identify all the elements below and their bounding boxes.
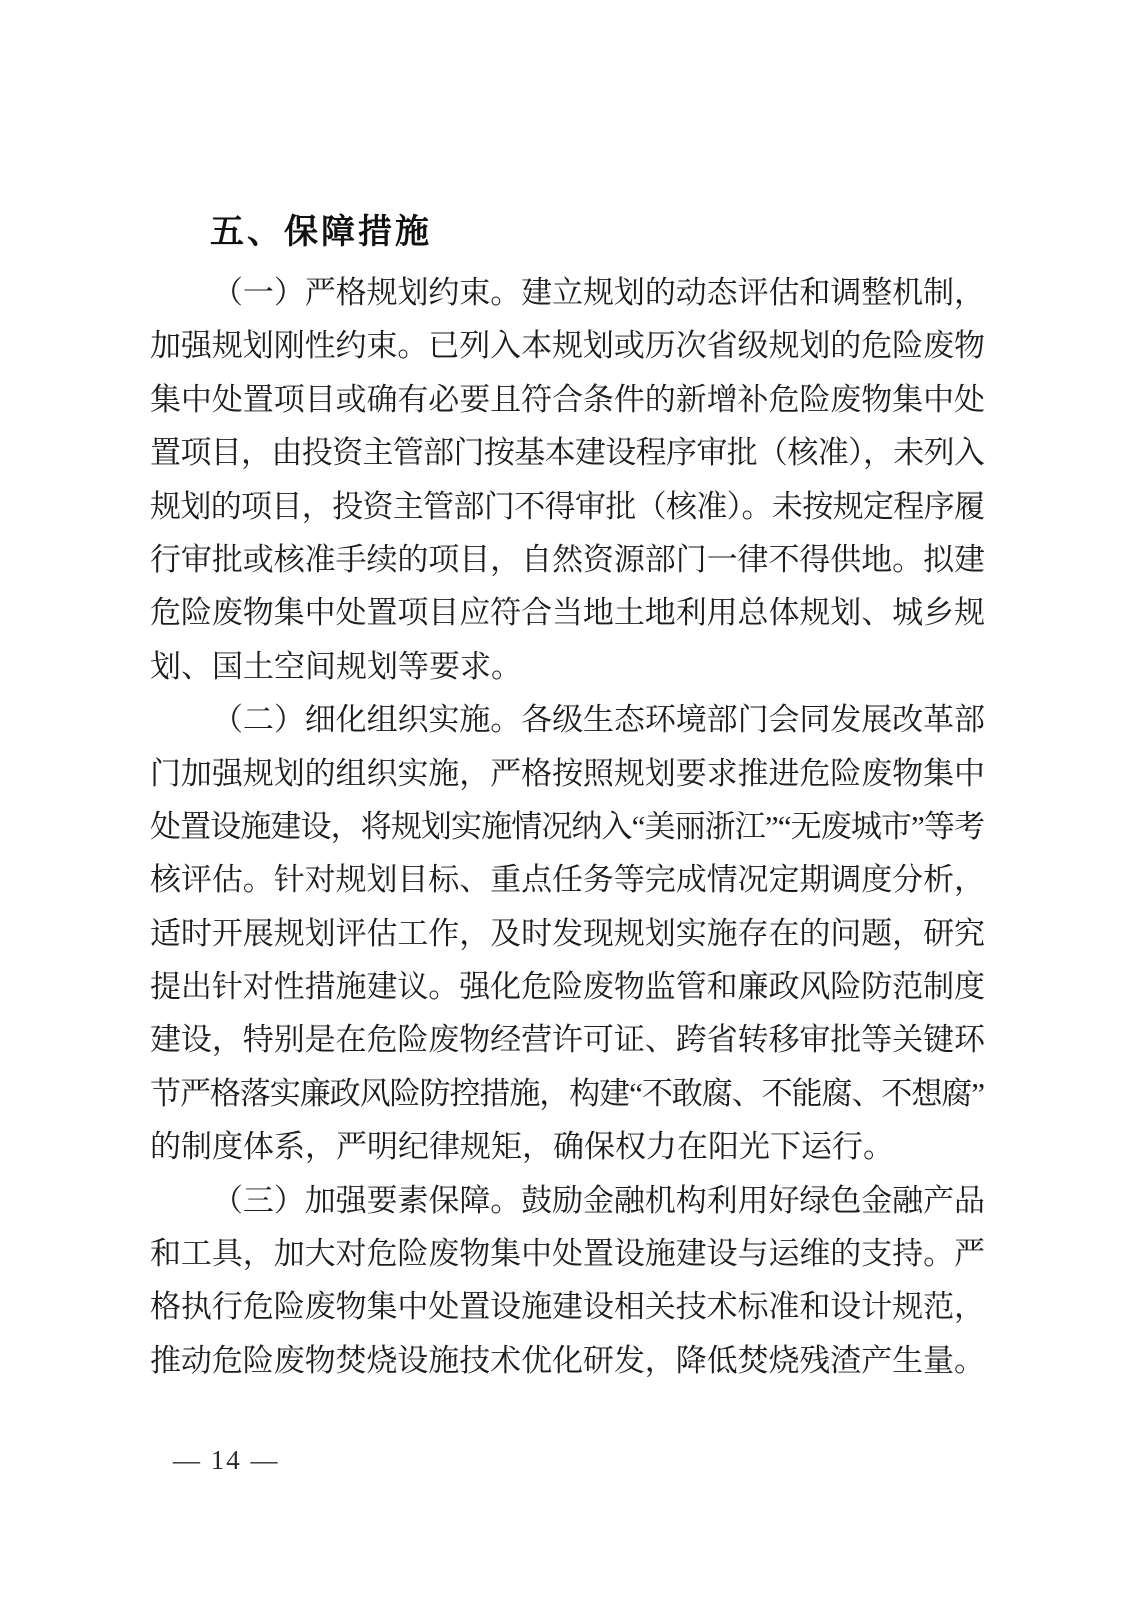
text-line	[150, 1334, 985, 1387]
text-line-content: 加强规划刚性约束。已列入本规划或历次省级规划的危险废物	[150, 328, 985, 364]
text-line-content: 的制度体系，严明纪律规矩，确保权力在阳光下运行。	[150, 1129, 894, 1165]
text-line	[150, 693, 985, 746]
text-line-content: （三）加强要素保障。鼓励金融机构利用好绿色金融产品	[212, 1182, 985, 1218]
text-line-content: （一）严格规划约束。建立规划的动态评估和调整机制，	[212, 275, 985, 310]
paragraphs	[150, 266, 985, 1387]
text-line-content: 行审批或核准手续的项目，自然资源部门一律不得供地。拟建	[150, 541, 985, 577]
text-line-content: 推动危险废物焚烧设施技术优化研发，降低焚烧残渣产生量。	[150, 1342, 985, 1378]
text-line-content: 节严格落实廉政风险防控措施，构建“不敢腐、不能腐、不想腐”	[150, 1075, 984, 1111]
text-line	[150, 480, 985, 533]
text-line-content: 规划的项目，投资主管部门不得审批（核准）。未按规定程序履	[150, 488, 985, 524]
text-line	[150, 1013, 985, 1066]
text-line	[150, 1280, 985, 1333]
text-line-content: 建设，特别是在危险废物经营许可证、跨省转移审批等关键环	[150, 1022, 985, 1058]
page-number: — 14 —	[173, 1445, 280, 1475]
paragraph	[150, 693, 985, 1174]
text-line	[150, 426, 985, 479]
text-line	[150, 1227, 985, 1280]
text-line	[150, 586, 985, 639]
document-body	[150, 210, 985, 1387]
text-line-content: 核评估。针对规划目标、重点任务等完成情况定期调度分析，	[150, 862, 985, 898]
text-line	[150, 747, 985, 800]
text-line	[150, 1120, 985, 1173]
text-line	[150, 533, 985, 586]
text-line	[150, 853, 985, 906]
paragraph	[150, 266, 985, 693]
text-line	[150, 1174, 985, 1227]
text-line	[150, 640, 985, 693]
text-line	[150, 800, 985, 853]
paragraph	[150, 1174, 985, 1388]
text-line-content: 处置设施建设，将规划实施情况纳入“美丽浙江”“无废城市”等考	[150, 808, 985, 844]
text-line-content: 提出针对性措施建议。强化危险废物监管和廉政风险防范制度	[150, 969, 985, 1005]
text-line	[150, 319, 985, 372]
text-line-content: 危险废物集中处置项目应符合当地土地利用总体规划、城乡规	[150, 595, 985, 631]
text-line-content: 划、国土空间规划等要求。	[150, 648, 522, 684]
text-line-content: 适时开展规划评估工作，及时发现规划实施存在的问题，研究	[150, 915, 985, 951]
text-line	[150, 907, 985, 960]
section-heading: 五、保障措施	[210, 213, 432, 251]
text-line-content: 置项目，由投资主管部门按基本建设程序审批（核准），未列入	[150, 435, 985, 471]
text-line-content: （二）细化组织实施。各级生态环境部门会同发展改革部	[212, 702, 985, 738]
text-line-content: 集中处置项目或确有必要且符合条件的新增补危险废物集中处	[150, 381, 985, 417]
text-line-content: 和工具，加大对危险废物集中处置设施建设与运维的支持。严	[150, 1236, 985, 1272]
text-line	[150, 960, 985, 1013]
text-line-content: 格执行危险废物集中处置设施建设相关技术标准和设计规范，	[150, 1289, 985, 1325]
text-line	[150, 373, 985, 426]
text-line-content: 门加强规划的组织实施，严格按照规划要求推进危险废物集中	[150, 755, 985, 791]
text-line	[150, 1067, 985, 1120]
text-line	[150, 266, 985, 319]
